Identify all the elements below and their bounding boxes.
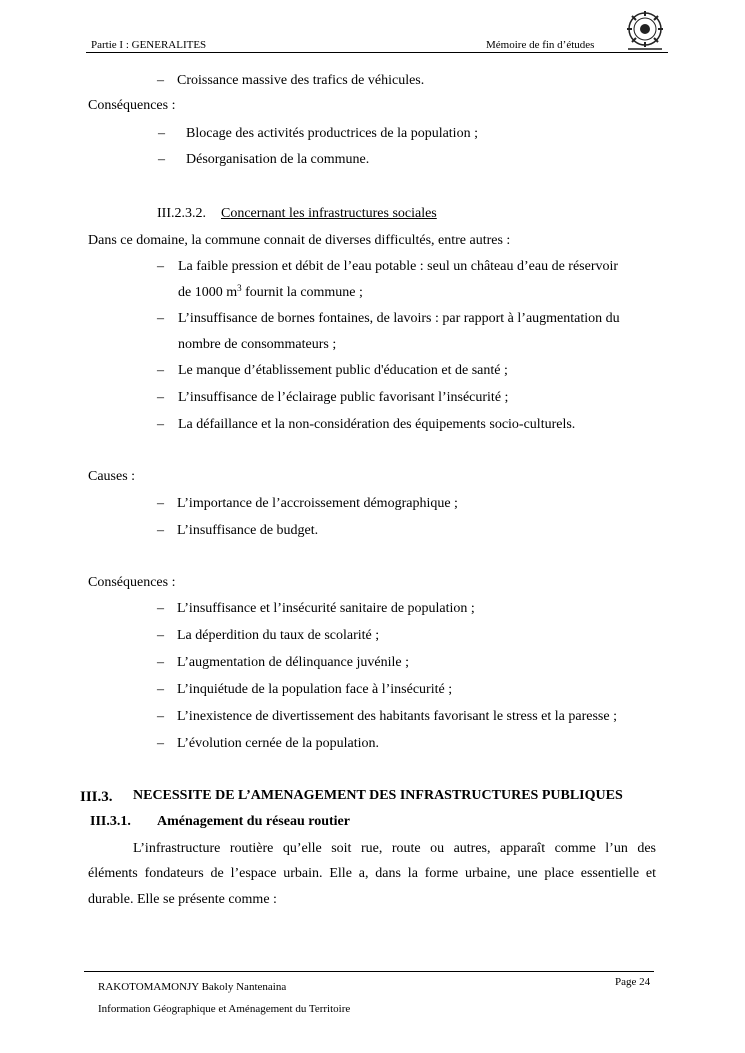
- list-item-continuation: nombre de consommateurs ;: [178, 337, 337, 352]
- list-marker: –: [157, 496, 164, 511]
- footer-author: RAKOTOMAMONJY Bakoly Nantenaina: [98, 981, 287, 993]
- section-title: NECESSITE DE L’AMENAGEMENT DES INFRASTRUCTURES PUBLIQUES: [133, 788, 623, 803]
- list-item: L’importance de l’accroissement démographique ;: [177, 496, 458, 511]
- university-seal-icon: [622, 8, 668, 54]
- list-item: L’insuffisance de bornes fontaines, de lavoirs : par rapport à l’augmentation du: [178, 311, 620, 326]
- consequences-label: Conséquences :: [88, 98, 176, 113]
- list-item: L’insuffisance de l’éclairage public favorisant l’insécurité ;: [178, 390, 509, 405]
- consequences-label: Conséquences :: [88, 575, 176, 590]
- section-title: Concernant les infrastructures sociales: [221, 206, 437, 221]
- list-item: L’augmentation de délinquance juvénile ;: [177, 655, 409, 670]
- section-number: III.3.: [80, 789, 113, 805]
- list-marker: –: [157, 390, 164, 405]
- list-marker: –: [157, 73, 164, 88]
- list-item: La déperdition du taux de scolarité ;: [177, 628, 380, 643]
- list-item: L’inexistence de divertissement des habitants favorisant le stress et la paresse ;: [177, 709, 617, 724]
- list-item: L’évolution cernée de la population.: [177, 736, 380, 751]
- footer-program: Information Géographique et Aménagement du Territoire: [98, 1003, 351, 1015]
- list-item: Désorganisation de la commune.: [186, 152, 370, 167]
- header-doc-title: Mémoire de fin d’études: [486, 39, 595, 51]
- paragraph-line: durable. Elle se présente comme :: [88, 892, 277, 907]
- section-intro: Dans ce domaine, la commune connait de diverses difficultés, entre autres :: [88, 233, 511, 248]
- list-marker: –: [157, 311, 164, 326]
- list-item: L’insuffisance de budget.: [177, 523, 319, 538]
- list-item: Blocage des activités productrices de la population ;: [186, 126, 478, 141]
- list-marker: –: [157, 601, 164, 616]
- list-marker: –: [157, 363, 164, 378]
- header-part-title: Partie I : GENERALITES: [91, 39, 207, 51]
- list-marker: –: [157, 259, 164, 274]
- list-item: Le manque d’établissement public d'éducation et de santé ;: [178, 363, 508, 378]
- causes-label: Causes :: [88, 469, 136, 484]
- list-marker: –: [157, 682, 164, 697]
- list-item: La faible pression et débit de l’eau potable : seul un château d’eau de réservoir: [178, 259, 619, 274]
- list-item: L’insuffisance et l’insécurité sanitaire de population ;: [177, 601, 475, 616]
- header-rule: [86, 52, 668, 53]
- list-marker: –: [157, 655, 164, 670]
- list-marker: –: [157, 628, 164, 643]
- footer-rule: [84, 971, 654, 972]
- list-item: L’inquiétude de la population face à l’insécurité ;: [177, 682, 453, 697]
- section-number: III.2.3.2.: [157, 206, 206, 221]
- list-item: Croissance massive des trafics de véhicules.: [177, 73, 425, 88]
- subsection-number: III.3.1.: [90, 814, 131, 829]
- list-marker: –: [157, 736, 164, 751]
- page-number: Page 24: [615, 976, 651, 988]
- list-marker: –: [157, 417, 164, 432]
- paragraph-line: éléments fondateurs de l’espace urbain. Elle a, dans la forme urbaine, une place essentielle et: [88, 866, 656, 881]
- list-marker: –: [158, 126, 165, 141]
- list-marker: –: [157, 709, 164, 724]
- list-item-continuation: de 1000 $m^3$ fournit la commune ;: [178, 283, 363, 300]
- list-marker: –: [158, 152, 165, 167]
- paragraph-line: L’infrastructure routière qu’elle soit rue, route ou autres, apparaît comme l’un des: [133, 841, 656, 856]
- subsection-title: Aménagement du réseau routier: [157, 814, 350, 829]
- list-marker: –: [157, 523, 164, 538]
- list-item: La défaillance et la non-considération des équipements socio-culturels.: [178, 417, 576, 432]
